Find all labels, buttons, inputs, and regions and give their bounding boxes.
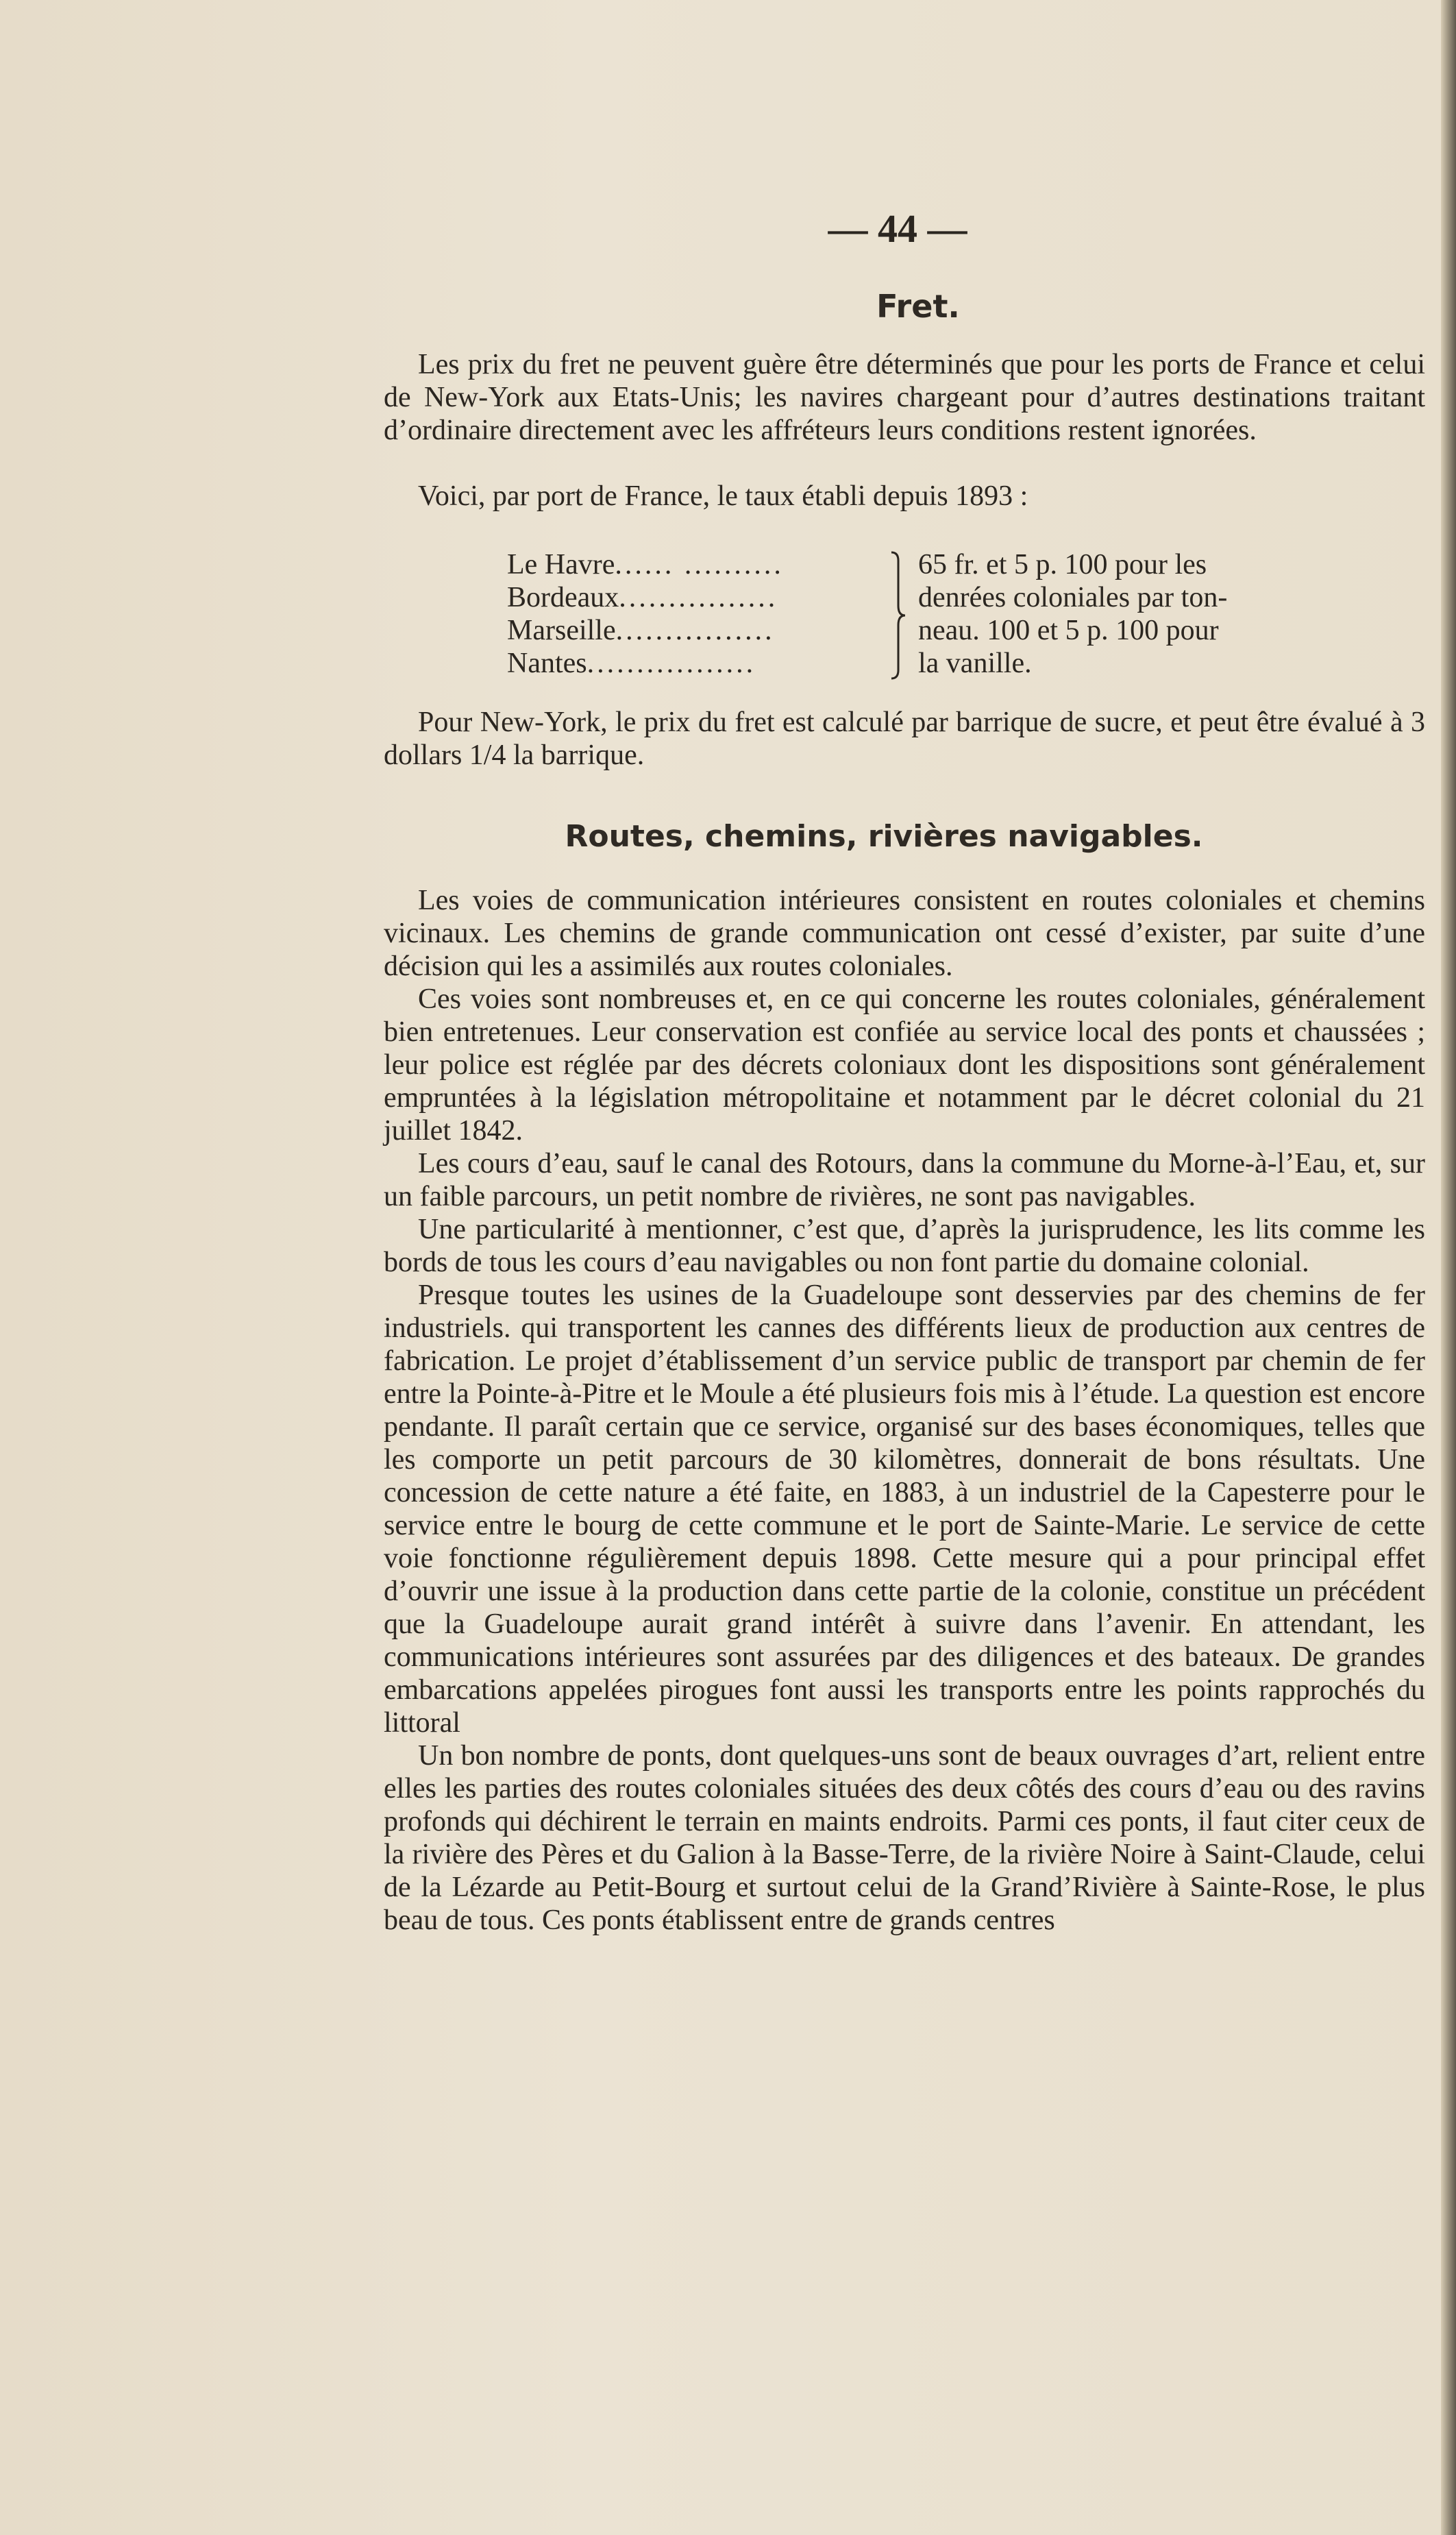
leader-dots: ...... .......... (615, 549, 784, 580)
section-title-fret: Fret. (876, 288, 960, 325)
port-name: Le Havre (507, 549, 615, 580)
port-row (507, 548, 891, 581)
fret-paragraph-3: Pour New-York, le prix du fret est calculé par barrique de sucre, et peut être évalué à 3 dollars 1/4 la barrique. (384, 707, 1425, 771)
rate-line: 65 fr. et 5 p. 100 pour les (918, 549, 1207, 580)
routes-body (384, 884, 1425, 1937)
routes-paragraph: Un bon nombre de ponts, dont quelques-uns sont de beaux ouvrages d’art, relient entre elles les parties des routes coloniales situées des deux côtés des cours d’eau ou des ravins profonds qui déchirent le terrain en maints endroits. Parmi ces ponts, il faut citer ceux de la rivière des Pères et du Galion à la Basse-Terre, de la rivière Noire à Saint-Claude, celui de la Lézarde au Petit-Bourg et surtout celui de la Grand’Rivière à Sainte-Rose, le plus beau de tous. Ces ponts établissent entre de grands centres (384, 1740, 1425, 1936)
leader-dots: ................ (615, 615, 775, 646)
rate-line: neau. 100 et 5 p. 100 pour (918, 615, 1219, 646)
port-name: Bordeaux (507, 582, 619, 613)
curly-brace-icon (887, 551, 908, 680)
routes-paragraph: Les voies de communication intérieures consistent en routes coloniales et chemins vicinaux. Les chemins de grande communication ont cessé d’exister, par suite d’une décision qui les a assimilés aux routes coloniales. (384, 885, 1425, 982)
fret-paragraph-2: Voici, par port de France, le taux établi depuis 1893 : (418, 480, 1028, 512)
leader-dots: ................. (587, 648, 756, 679)
rate-description (918, 548, 1261, 680)
fret-paragraph-1: Les prix du fret ne peuvent guère être déterminés que pour les ports de France et celui de New-York aux Etats-Unis; les navires chargeant pour d’autres destinations traitant d’ordinaire directement avec les affréteurs leurs conditions restent ignorées. (384, 349, 1425, 446)
port-row (507, 614, 891, 647)
routes-paragraph: Les cours d’eau, sauf le canal des Rotours, dans la commune du Morne-à-l’Eau, et, sur un faible parcours, un petit nombre de rivières, ne sont pas navigables. (384, 1148, 1425, 1212)
routes-paragraph: Une particularité à mentionner, c’est que, d’après la jurisprudence, les lits comme les bords de tous les cours d’eau navigables ou non font partie du domaine colonial. (384, 1214, 1425, 1278)
routes-paragraph: Presque toutes les usines de la Guadeloupe sont desservies par des chemins de fer industriels. qui transportent les cannes des différents lieux de production aux centres de fabrication. Le projet d’établissement d’un service public de transport par chemin de fer entre la Pointe-à-Pitre et le Moule a été plusieurs fois mis à l’étude. La question est encore pendante. Il paraît certain que ce service, organisé sur des bases économiques, telles que les comporte un petit parcours de 30 kilomètres, donnerait de bons résultats. Une concession de cette nature a été faite, en 1883, à un industriel de la Capesterre pour le service entre le bourg de cette commune et le port de Sainte-Marie. Le service de cette voie fonctionne régulièrement depuis 1898. Cette mesure qui a pour principal effet d’ouvrir une issue à la production dans cette partie de la colonie, constitue un précédent que la Guadeloupe aurait grand intérêt à suivre dans l’avenir. En attendant, les communications intérieures sont assurées par des diligences et des bateaux. De grandes embarcations appelées pirogues font aussi les transports entre les points rapprochés du littoral (384, 1279, 1425, 1739)
routes-paragraph: Ces voies sont nombreuses et, en ce qui concerne les routes coloniales, généralement bien entretenues. Leur conservation est confiée au service local des ponts et chaussées ; leur police est réglée par des décrets coloniaux dont les dispositions sont généralement empruntées à la législation métropolitaine et notamment par le décret colonial du 21 juillet 1842. (384, 983, 1425, 1147)
page-number: — 44 — (828, 206, 967, 251)
page-edge-shadow (1441, 0, 1456, 2535)
port-list (507, 548, 891, 680)
section-title-routes: Routes, chemins, rivières navigables. (565, 819, 1203, 854)
port-row (507, 581, 891, 614)
port-name: Nantes (507, 648, 587, 679)
port-name: Marseille (507, 615, 616, 646)
port-row (507, 647, 891, 680)
freight-rate-table (507, 548, 1398, 685)
rate-line: la vanille. (918, 648, 1032, 679)
rate-line: denrées coloniales par ton- (918, 582, 1228, 613)
leader-dots: ................ (619, 582, 778, 613)
